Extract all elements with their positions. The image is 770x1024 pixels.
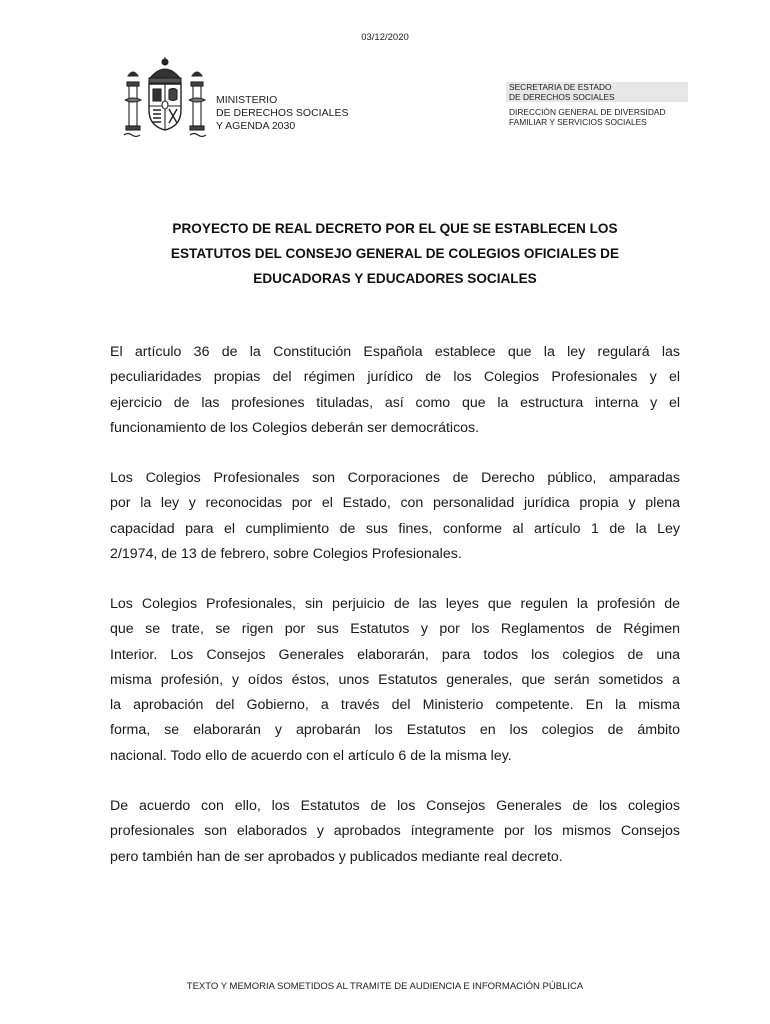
ministry-line: Y AGENDA 2030 bbox=[216, 120, 296, 132]
secretaria-line: DE DERECHOS SOCIALES bbox=[509, 91, 615, 102]
document-title bbox=[110, 216, 680, 291]
paragraph-1 bbox=[110, 340, 680, 441]
secretaria-de-estado bbox=[509, 83, 615, 102]
secretaria-line: SECRETARIA DE ESTADO bbox=[509, 82, 612, 92]
paragraph-line: Los Colegios Profesionales, sin perjuicio de las leyes que regulen la profesión de bbox=[110, 596, 680, 612]
spanish-coat-of-arms-icon bbox=[122, 56, 208, 140]
paragraph-line: funcionamiento de los Colegios deberán ser democráticos. bbox=[110, 419, 480, 436]
title-line: ESTATUTOS DEL CONSEJO GENERAL DE COLEGIOS OFICIALES DE bbox=[170, 246, 620, 261]
paragraph-line: El artículo 36 de la Constitución Española establece que la ley regulará las bbox=[110, 344, 680, 360]
paragraph-line: ejercicio de las profesiones tituladas, así como que la estructura interna y el bbox=[110, 394, 680, 411]
direccion-general bbox=[509, 108, 666, 127]
paragraph-line: Los Colegios Profesionales son Corporaciones de Derecho público, amparadas bbox=[110, 470, 680, 486]
paragraph-4 bbox=[110, 794, 680, 870]
paragraph-line: nacional. Todo ello de acuerdo con el artículo 6 de la misma ley. bbox=[110, 747, 512, 764]
direccion-line: DIRECCIÓN GENERAL DE DIVERSIDAD bbox=[509, 107, 666, 117]
paragraph-line: peculiaridades propias del régimen jurídico de los Colegios Profesionales y el bbox=[110, 369, 680, 386]
paragraph-line: pero también han de ser aprobados y publicados mediante real decreto. bbox=[110, 848, 563, 865]
paragraph-2 bbox=[110, 466, 680, 567]
paragraph-line: que se trate, se rigen por sus Estatutos y por los Reglamentos de Régimen bbox=[110, 621, 680, 638]
ministry-line: DE DERECHOS SOCIALES bbox=[216, 107, 349, 119]
ministry-name bbox=[216, 94, 348, 133]
paragraph-line: 2/1974, de 13 de febrero, sobre Colegios Profesionales. bbox=[110, 545, 462, 562]
page-footer: TEXTO Y MEMORIA SOMETIDOS AL TRAMITE DE AUDIENCIA E INFORMACIÓN PÚBLICA bbox=[186, 981, 584, 992]
paragraph-line: Interior. Los Consejos Generales elaborarán, para todos los colegios de una bbox=[110, 646, 680, 663]
paragraph-3 bbox=[110, 592, 680, 769]
paragraph-line: forma, se elaborarán y aprobarán los Estatutos en los colegios de ámbito bbox=[110, 722, 680, 739]
title-line: PROYECTO DE REAL DECRETO POR EL QUE SE ESTABLECEN LOS bbox=[172, 221, 618, 236]
paragraph-line: De acuerdo con ello, los Estatutos de los Consejos Generales de los colegios bbox=[110, 798, 680, 814]
paragraph-line: misma profesión, y oídos éstos, unos Estatutos generales, que serán sometidos a bbox=[110, 671, 680, 688]
direccion-line: FAMILIAR Y SERVICIOS SOCIALES bbox=[509, 116, 647, 127]
title-line: EDUCADORAS Y EDUCADORES SOCIALES bbox=[253, 271, 537, 286]
paragraph-line: por la ley y reconocidas por el Estado, con personalidad jurídica propia y plena bbox=[110, 495, 680, 512]
paragraph-line: capacidad para el cumplimiento de sus fines, conforme al artículo 1 de la Ley bbox=[110, 520, 680, 537]
document-date: 03/12/2020 bbox=[361, 32, 409, 43]
paragraph-line: la aprobación del Gobierno, a través del Ministerio competente. En la misma bbox=[110, 697, 680, 714]
paragraph-line: profesionales son elaborados y aprobados íntegramente por los mismos Consejos bbox=[110, 823, 680, 840]
ministry-line: MINISTERIO bbox=[216, 94, 278, 106]
